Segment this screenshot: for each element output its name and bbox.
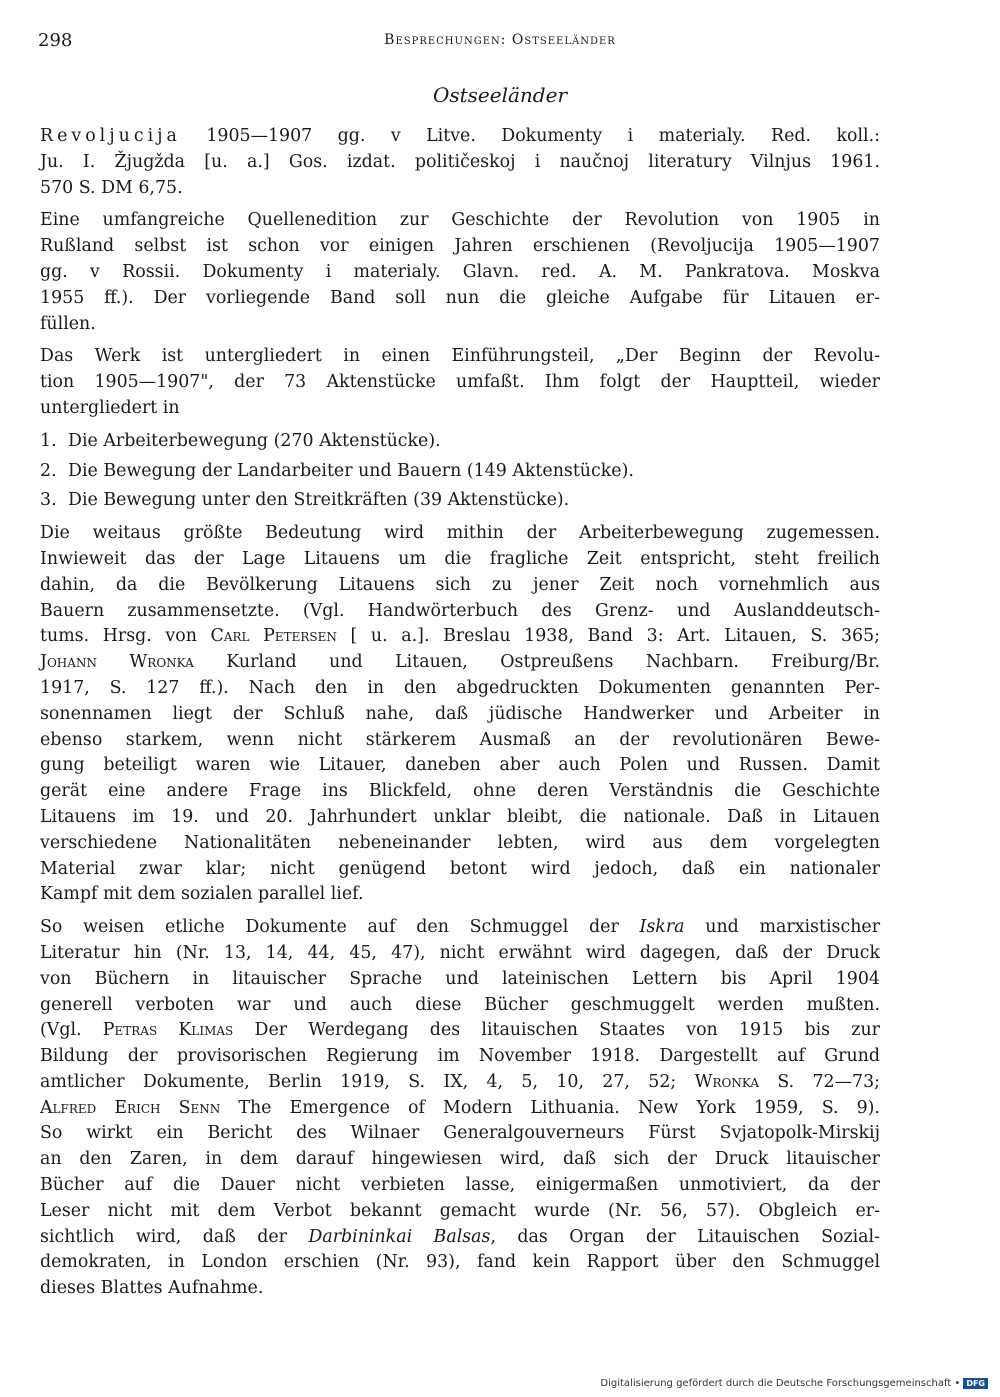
text-fragment: tums. Hrsg. von	[40, 626, 211, 647]
text-fragment: S. 72—73;	[759, 1071, 880, 1092]
text-line: gerät eine andere Frage ins Blickfeld, ohne deren Verständnis die Geschichte	[40, 781, 880, 802]
text-line: untergliedert in	[40, 397, 180, 418]
list-number: 3.	[40, 490, 57, 511]
citation-line	[40, 124, 880, 150]
list-item	[40, 459, 880, 485]
text-fragment: sichtlich wird, daß der	[40, 1226, 309, 1247]
text-fragment: (Vgl.	[40, 1020, 103, 1041]
paragraph-2	[40, 344, 880, 421]
text-fragment: und marxistischer	[684, 917, 881, 938]
text-line: Literatur hin (Nr. 13, 14, 44, 45, 47), nicht erwähnt wird dagegen, daß der Druck	[40, 942, 880, 963]
digitization-footer	[600, 1378, 988, 1389]
running-head: Besprechungen: Ostseeländer	[384, 32, 616, 48]
list-number: 2.	[40, 460, 57, 481]
list-item	[40, 488, 880, 514]
periodical-title: Iskra	[639, 917, 685, 938]
text-line	[40, 624, 880, 650]
list-item	[40, 429, 880, 455]
text-line: dahin, da die Bevölkerung Litauens sich zu jener Zeit noch vornehmlich aus	[40, 574, 880, 595]
text-line: Die weitaus größte Bedeutung wird mithin der Arbeiterbewegung zugemessen.	[40, 523, 880, 544]
author-name: Johann Wronka	[40, 652, 194, 673]
text-fragment: Der Werdegang des litauischen Staates von 1915 bis zur	[233, 1020, 880, 1041]
text-fragment: [ u. a.]. Breslau 1938, Band 3: Art. Litauen, S. 365;	[336, 626, 880, 647]
text-line: dieses Blattes Aufnahme.	[40, 1278, 264, 1299]
paragraph-3	[40, 521, 880, 908]
text-line	[40, 1070, 880, 1096]
text-line: Inwieweit das der Lage Litauens um die fragliche Zeit entspricht, steht freilich	[40, 548, 880, 569]
citation	[40, 124, 880, 201]
text-line: So wirkt ein Bericht des Wilnaer Generalgouverneurs Fürst Svjatopolk-Mirskij	[40, 1123, 880, 1144]
author-name: Alfred Erich Senn	[40, 1097, 221, 1118]
text-line: Bücher auf die Dauer nicht verbieten lasse, einigermaßen unmotiviert, da der	[40, 1175, 880, 1196]
author-name: Wronka	[694, 1071, 760, 1092]
text-line: Eine umfangreiche Quellenedition zur Geschichte der Revolution von 1905 in	[40, 210, 880, 231]
text-line: gung beteiligt waren wie Litauer, daneben aber auch Polen und Russen. Damit	[40, 755, 880, 776]
text-line: Bauern zusammensetzte. (Vgl. Handwörterbuch des Grenz- und Auslanddeutsch-	[40, 600, 880, 621]
footer-text: Digitalisierung gefördert durch die Deutsche Forschungsgemeinschaft •	[600, 1378, 961, 1389]
text-fragment: The Emergence of Modern Lithuania. New York 1959, S. 9).	[220, 1097, 880, 1118]
page-number: 298	[38, 30, 73, 51]
periodical-title: Darbininkai Balsas	[308, 1226, 491, 1247]
text-line: an den Zaren, in dem darauf hingewiesen wird, daß sich der Druck litauischer	[40, 1149, 880, 1170]
text-fragment: Kurland und Litauen, Ostpreußens Nachbarn. Freiburg/Br.	[193, 652, 880, 673]
list-text: Die Bewegung unter den Streitkräften (39 Aktenstücke).	[68, 490, 570, 511]
text-line	[40, 650, 880, 676]
text-line	[40, 1018, 880, 1044]
dfg-logo-icon: DFG	[963, 1378, 988, 1389]
article-body	[40, 124, 880, 1309]
text-line: generell verboten war und auch diese Bücher geschmuggelt werden mußten.	[40, 994, 880, 1015]
text-line: tion 1905—1907", der 73 Aktenstücke umfaßt. Ihm folgt der Hauptteil, wieder	[40, 372, 880, 393]
text-fragment: , das Organ der Litauischen Sozial-	[490, 1226, 880, 1247]
citation-line: Ju. I. Žjugžda [u. a.] Gos. izdat. političeskoj i naučnoj literatury Vilnjus 1961.	[40, 151, 880, 172]
list-text: Die Bewegung der Landarbeiter und Bauern (149 Aktenstücke).	[68, 460, 634, 481]
text-line	[40, 915, 880, 941]
author-name: Petras Klimas	[102, 1020, 234, 1041]
text-line: demokraten, in London erschien (Nr. 93), fand kein Rapport über den Schmuggel	[40, 1252, 880, 1273]
text-fragment: So weisen etliche Dokumente auf den Schmuggel der	[40, 917, 640, 938]
text-line: Material zwar klar; nicht genügend betont wird jedoch, daß ein nationaler	[40, 858, 880, 879]
text-line: Kampf mit dem sozialen parallel lief.	[40, 884, 364, 905]
text-line: Bildung der provisorischen Regierung im November 1918. Dargestellt auf Grund	[40, 1046, 880, 1067]
text-line: 1917, S. 127 ff.). Nach den in den abgedruckten Dokumenten genannten Per-	[40, 677, 880, 698]
citation-text: 1905—1907 gg. v Litve. Dokumenty i materialy. Red. koll.:	[180, 126, 880, 146]
citation-title-spaced: Revoljucija	[40, 126, 181, 146]
numbered-list	[40, 429, 880, 514]
paragraph-1	[40, 208, 880, 337]
text-line: 1955 ff.). Der vorliegende Band soll nun die gleiche Aufgabe für Litauen er-	[40, 287, 880, 308]
text-line: gg. v Rossii. Dokumenty i materialy. Glavn. red. A. M. Pankratova. Moskva	[40, 261, 880, 282]
text-fragment: amtlicher Dokumente, Berlin 1919, S. IX, 4, 5, 10, 27, 52;	[40, 1071, 695, 1092]
text-line: ebenso starkem, wenn nicht stärkerem Ausmaß an der revolutionären Bewe-	[40, 729, 880, 750]
citation-line: 570 S. DM 6,75.	[40, 177, 183, 198]
text-line	[40, 1096, 880, 1122]
text-line: füllen.	[40, 313, 96, 334]
text-line: Das Werk ist untergliedert in einen Einführungsteil, „Der Beginn der Revolu-	[40, 346, 880, 367]
author-name: Carl Petersen	[210, 626, 337, 647]
text-line: verschiedene Nationalitäten nebeneinander lebten, wird aus dem vorgelegten	[40, 832, 880, 853]
text-line: sonennamen liegt der Schluß nahe, daß jüdische Handwerker und Arbeiter in	[40, 703, 880, 724]
text-line: Leser nicht mit dem Verbot bekannt gemacht wurde (Nr. 56, 57). Obgleich er-	[40, 1200, 880, 1221]
text-line: Rußland selbst ist schon vor einigen Jahren erschienen (Revoljucija 1905—1907	[40, 236, 880, 257]
section-title: Ostseeländer	[432, 83, 568, 107]
paragraph-4	[40, 915, 880, 1302]
list-text: Die Arbeiterbewegung (270 Aktenstücke).	[68, 430, 441, 451]
text-line: von Büchern in litauischer Sprache und lateinischen Lettern bis April 1904	[40, 968, 880, 989]
page-header	[38, 30, 962, 54]
text-line	[40, 1225, 880, 1251]
text-line: Litauens im 19. und 20. Jahrhundert unklar bleibt, die nationale. Daß in Litauen	[40, 806, 880, 827]
list-number: 1.	[40, 430, 57, 451]
